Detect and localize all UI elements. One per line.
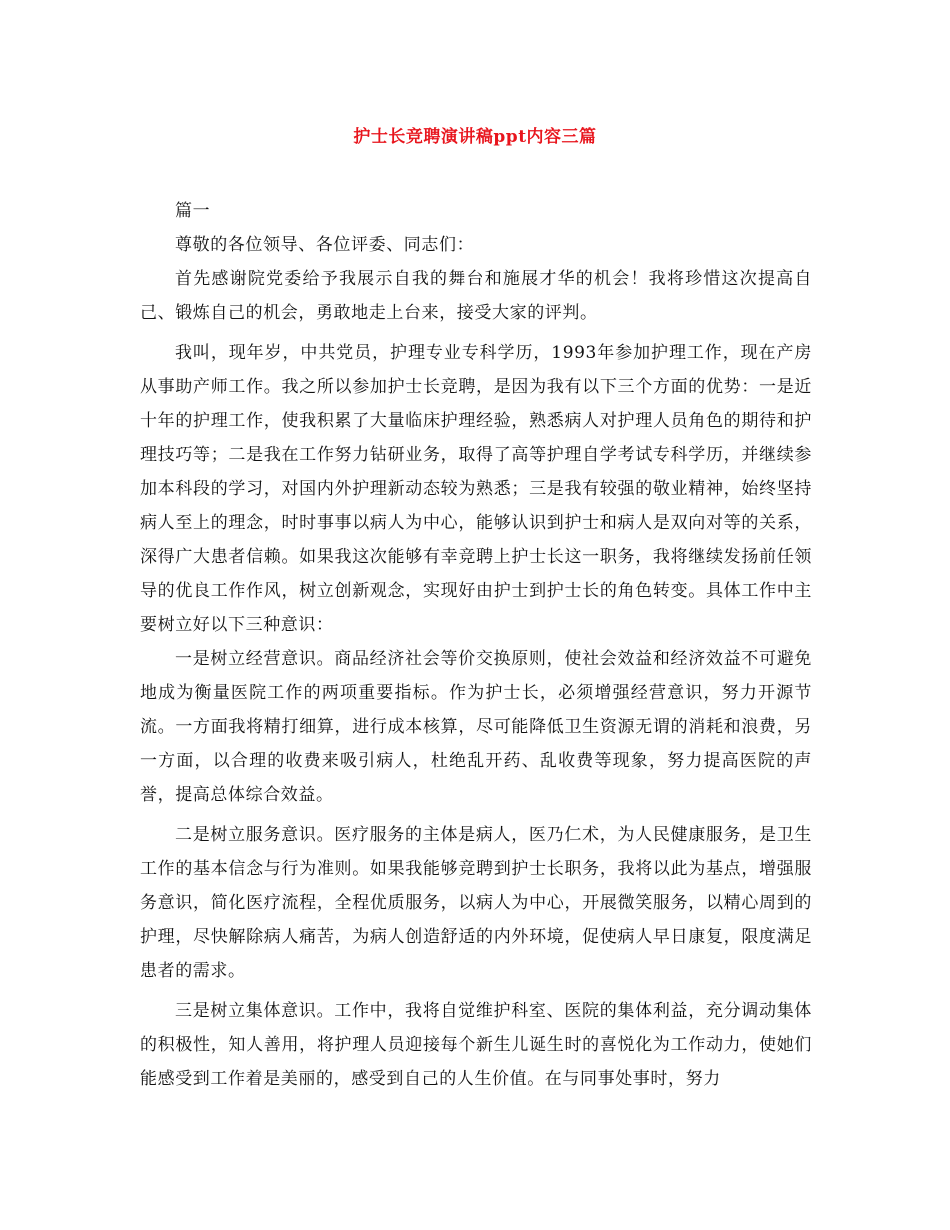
document-title: 护士长竞聘演讲稿ppt内容三篇 (353, 127, 597, 147)
collective-awareness-paragraph: 三是树立集体意识。工作中，我将自觉维护科室、医院的集体利益，充分调动集体的积极性，知人善用，将护理人员迎接每个新生儿诞生时的喜悦化为工作动力，使她们能感受到工作着是美丽的，感受到自己的人生价值。在与同事处事时，努力 (140, 1001, 812, 1089)
service-awareness-paragraph: 二是树立服务意识。医疗服务的主体是病人，医乃仁术，为人民健康服务，是卫生工作的基本信念与行为准则。如果我能够竞聘到护士长职务，我将以此为基点，增强服务意识，简化医疗流程，全程优质服务，以病人为中心，开展微笑服务，以精心周到的护理，尽快解除病人痛苦，为病人创造舒适的内外环境，促使病人早日康复，限度满足患者的需求。 (140, 825, 812, 981)
section-heading: 篇一 (175, 201, 211, 221)
salutation-paragraph: 尊敬的各位领导、各位评委、同志们： (175, 235, 475, 255)
document-body (140, 194, 812, 1096)
self-introduction-paragraph: 我叫，现年岁，中共党员，护理专业专科学历，1993年参加护理工作，现在产房从事助产师工作。我之所以参加护士长竞聘，是因为我有以下三个方面的优势：一是近十年的护理工作，使我积累了大量临床护理经验，熟悉病人对护理人员角色的期待和护理技巧等；二是我在工作努力钻研业务，取得了高等护理自学考试专科学历，并继续参加本科段的学习，对国内外护理新动态较为熟悉；三是我有较强的敬业精神，始终坚持病人至上的理念，时时事事以病人为中心，能够认识到护士和病人是双向对等的关系，深得广大患者信赖。如果我这次能够有幸竞聘上护士长这一职务，我将继续发扬前任领导的优良工作作风，树立创新观念，实现好由护士到护士长的角色转变。具体工作中主要树立好以下三种意识： (140, 343, 812, 635)
opening-paragraph: 首先感谢院党委给予我展示自我的舞台和施展才华的机会！我将珍惜这次提高自己、锻炼自己的机会，勇敢地走上台来，接受大家的评判。 (140, 269, 812, 323)
business-awareness-paragraph: 一是树立经营意识。商品经济社会等价交换原则，使社会效益和经济效益不可避免地成为衡量医院工作的两项重要指标。作为护士长，必须增强经营意识，努力开源节流。一方面我将精打细算，进行成本核算，尽可能降低卫生资源无谓的消耗和浪费，另一方面，以合理的收费来吸引病人，杜绝乱开药、乱收费等现象，努力提高医院的声誉，提高总体综合效益。 (140, 649, 812, 805)
